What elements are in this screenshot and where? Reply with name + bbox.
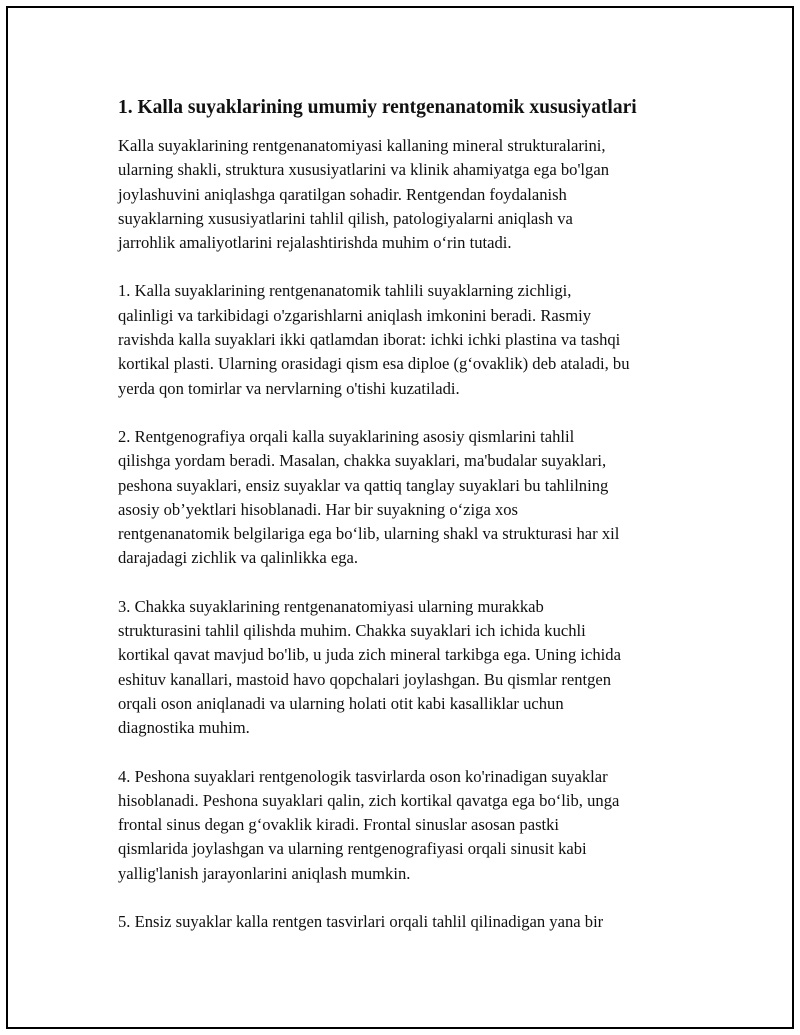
- text-line: yerda qon tomirlar va nervlarning o'tishi kuzatiladi.: [118, 378, 460, 398]
- text-line: 4. Peshona suyaklari rentgenologik tasvirlarda oson ko'rinadigan suyaklar: [118, 766, 608, 786]
- text-line: hisoblanadi. Peshona suyaklari qalin, zich kortikal qavatga ega bo‘lib, unga: [118, 790, 620, 810]
- intro-paragraph: [118, 134, 700, 255]
- text-line: 5. Ensiz suyaklar kalla rentgen tasvirlari orqali tahlil qilinadigan yana bir: [118, 912, 604, 932]
- text-line: kortikal qavat mavjud bo'lib, u juda zich mineral tarkibga ega. Uning ichida: [118, 645, 621, 665]
- section-heading: 1. Kalla suyaklarining umumiy rentgenanatomik xususiyatlari: [118, 97, 637, 118]
- text-line: 3. Chakka suyaklarining rentgenanatomiyasi ularning murakkab: [118, 596, 544, 616]
- text-line: qalinligi va tarkibidagi o'zgarishlarni aniqlash imkonini beradi. Rasmiy: [118, 305, 592, 325]
- text-line: eshituv kanallari, mastoid havo qopchalari joylashgan. Bu qismlar rentgen: [118, 669, 612, 689]
- text-line: 1. Kalla suyaklarining rentgenanatomik tahlili suyaklarning zichligi,: [118, 281, 572, 301]
- document-body: [118, 94, 700, 958]
- text-line: 2. Rentgenografiya orqali kalla suyaklarining asosiy qismlarini tahlil: [118, 426, 575, 446]
- text-line: rentgenanatomik belgilariga ega bo‘lib, ularning shakl va strukturasi har xil: [118, 524, 620, 544]
- paragraph-1: [118, 279, 700, 400]
- text-line: darajadagi zichlik va qalinlikka ega.: [118, 548, 359, 568]
- paragraph-2: [118, 425, 700, 571]
- paragraph-4: [118, 765, 700, 886]
- text-line: diagnostika muhim.: [118, 718, 250, 738]
- text-line: jarrohlik amaliyotlarini rejalashtirishda muhim o‘rin tutadi.: [118, 233, 512, 253]
- text-line: Kalla suyaklarining rentgenanatomiyasi kallaning mineral strukturalarini,: [118, 136, 606, 155]
- text-line: joylashuvini aniqlashga qaratilgan sohadir. Rentgendan foydalanish: [118, 184, 567, 204]
- text-line: ravishda kalla suyaklari ikki qatlamdan iborat: ichki ichki plastina va tashqi: [118, 330, 621, 350]
- text-line: frontal sinus degan g‘ovaklik kiradi. Frontal sinuslar asosan pastki: [118, 815, 560, 835]
- page-frame: [6, 6, 794, 1029]
- text-line: ularning shakli, struktura xususiyatlarini va klinik ahamiyatga ega bo'lgan: [118, 160, 610, 180]
- text-line: asosiy ob’yektlari hisoblanadi. Har bir suyakning o‘ziga xos: [118, 499, 519, 519]
- paragraph-5: [118, 910, 700, 934]
- text-line: yallig'lanish jarayonlarini aniqlash mumkin.: [118, 863, 411, 883]
- text-line: orqali oson aniqlanadi va ularning holati otit kabi kasalliklar uchun: [118, 693, 564, 713]
- text-line: kortikal plasti. Ularning orasidagi qism esa diploe (g‘ovaklik) deb ataladi, bu: [118, 354, 630, 374]
- text-line: suyaklarning xususiyatlarini tahlil qilish, patologiyalarni aniqlash va: [118, 208, 573, 228]
- text-line: peshona suyaklari, ensiz suyaklar va qattiq tanglay suyaklari bu tahlilning: [118, 475, 609, 495]
- text-line: strukturasini tahlil qilishda muhim. Chakka suyaklari ich ichida kuchli: [118, 621, 586, 641]
- paragraph-3: [118, 595, 700, 741]
- text-line: qismlarida joylashgan va ularning rentgenografiyasi orqali sinusit kabi: [118, 839, 587, 859]
- text-line: qilishga yordam beradi. Masalan, chakka suyaklari, ma'budalar suyaklari,: [118, 451, 607, 471]
